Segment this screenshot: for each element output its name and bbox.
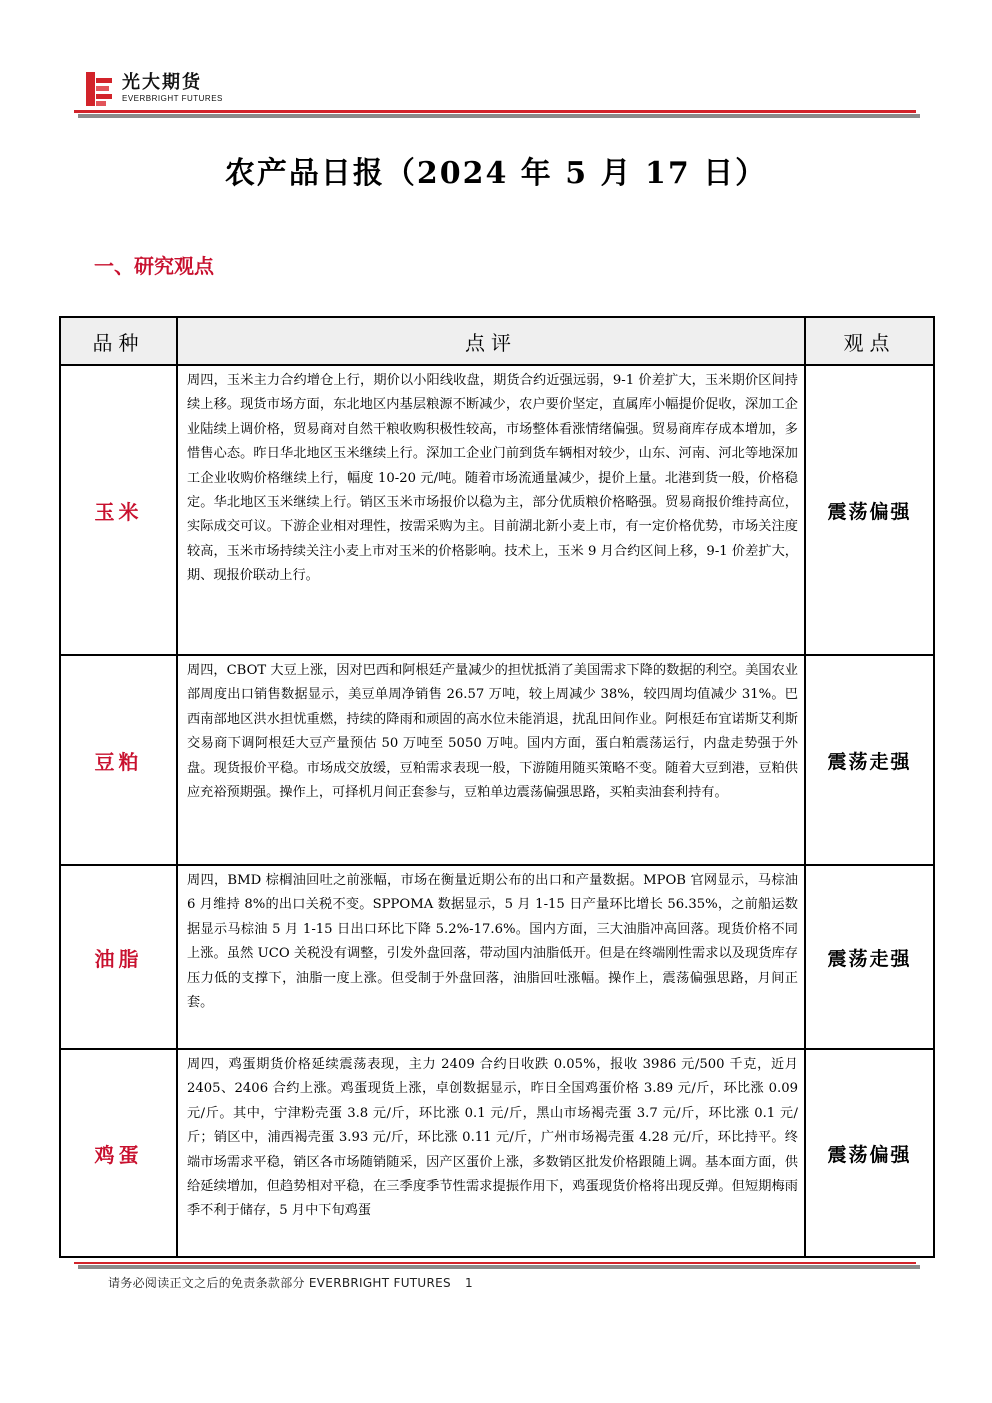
- page-number: 1: [464, 1276, 473, 1290]
- header-variety: 品种: [60, 317, 177, 365]
- footer: [108, 1274, 473, 1291]
- comment-cell: 周四，BMD 棕榈油回吐之前涨幅，市场在衡量近期公布的出口和产量数据。MPOB 官网显示，马棕油 6 月维持 8%的出口关税不变。SPPOMA 数据显示，5 月 1-15 日产量环比增长 56.35%，之前船运数据显示马棕油 5 月 1-15 日出口环比下降 5.2%-17.6%。国内方面，三大油脂冲高回落。现货价格不同上涨。虽然 UCO 关税没有调整，引发外盘回落，带动国内油脂低开。但是在终端刚性需求以及现货库存压力低的支撑下，油脂一度上涨。但受制于外盘回落，油脂回吐涨幅。操作上，震荡偏强思路，月间正套。: [177, 865, 805, 1049]
- table-row: [60, 365, 934, 655]
- view-cell: 震荡走强: [805, 865, 934, 1049]
- comment-text: 周四，鸡蛋期货价格延续震荡表现，主力 2409 合约日收跌 0.05%，报收 3986 元/500 千克，近月 2405、2406 合约上涨。鸡蛋现货上涨，卓创数据显示，昨日全国鸡蛋价格 3.89 元/斤，环比涨 0.09 元/斤。其中，宁津粉壳蛋 3.8 元/斤，环比涨 0.1 元/斤，黑山市场褐壳蛋 3.7 元/斤，环比涨 0.1 元/斤；销区中，浦西褐壳蛋 3.93 元/斤，环比涨 0.11 元/斤，广州市场褐壳蛋 4.28 元/斤，环比持平。终端市场需求平稳，销区各市场随销随采，因产区蛋价上涨，多数销区批发价格跟随上调。基本面方面，供给延续增加，但趋势相对平稳，在三季度季节性需求提振作用下，鸡蛋现货价格将出现反弹。但短期梅雨季不利于储存，5 月中下旬鸡蛋: [187, 1057, 798, 1219]
- footer-disclaimer: 请务必阅读正文之后的免责条款部分 EVERBRIGHT FUTURES: [108, 1276, 451, 1290]
- comment-cell: 周四，CBOT 大豆上涨，因对巴西和阿根廷产量减少的担忧抵消了美国需求下降的数据的利空。美国农业部周度出口销售数据显示，美豆单周净销售 26.57 万吨，较上周减少 38%，较四周均值减少 31%。巴西南部地区洪水担忧重燃，持续的降雨和顽固的高水位未能消退，扰乱田间作业。阿根廷布宜诺斯艾利斯交易商下调阿根廷大豆产量预估 50 万吨至 5050 万吨。国内方面，蛋白粕震荡运行，内盘走势强于外盘。现货报价平稳。市场成交放缓，豆粕需求表现一般，下游随用随买策略不变。随着大豆到港，豆粕供应充裕预期强。操作上，可择机月间正套参与，豆粕单边震荡偏强思路，买粕卖油套利持有。: [177, 655, 805, 865]
- review-table: [59, 316, 935, 1258]
- table-row: [60, 1049, 934, 1257]
- header-comment: 点评: [177, 317, 805, 365]
- variety-cell: 鸡蛋: [60, 1049, 177, 1257]
- footer-rule: [74, 1262, 916, 1264]
- comment-cell: [177, 1049, 805, 1257]
- header-view: 观点: [805, 317, 934, 365]
- table-row: [60, 865, 934, 1049]
- logo-en-text: EVERBRIGHT FUTURES: [122, 94, 223, 103]
- variety-cell: 油脂: [60, 865, 177, 1049]
- variety-cell: 豆粕: [60, 655, 177, 865]
- section-title: 一、研究观点: [94, 254, 214, 278]
- view-cell: 震荡偏强: [805, 1049, 934, 1257]
- logo-cn-text: 光大期货: [122, 72, 202, 93]
- comment-cell: 周四，玉米主力合约增仓上行，期价以小阳线收盘，期货合约近强远弱，9-1 价差扩大，玉米期价区间持续上移。现货市场方面，东北地区内基层粮源不断减少，农户要价坚定，直属库小幅提价促收，深加工企业陆续上调价格，贸易商对自然干粮收购积极性较高，市场整体看涨情绪偏强。贸易商库存成本增加，多惜售心态。昨日华北地区玉米继续上行。深加工企业门前到货车辆相对较少，山东、河南、河北等地深加工企业收购价格继续上行，幅度 10-20 元/吨。随着市场流通量减少，提价上量。北港到货一般，价格稳定。华北地区玉米继续上行。销区玉米市场报价以稳为主，部分优质粮价格略强。贸易商报价维持高位，实际成交可议。下游企业相对理性，按需采购为主。目前湖北新小麦上市，有一定价格优势，市场关注度较高，玉米市场持续关注小麦上市对玉米的价格影响。技术上，玉米 9 月合约区间上移，9-1 价差扩大，期、现报价联动上行。: [177, 365, 805, 655]
- table-row: [60, 655, 934, 865]
- footer-rule-shadow: [78, 1265, 920, 1269]
- header-rule: [74, 110, 916, 113]
- table-header-row: [60, 317, 934, 365]
- view-cell: 震荡走强: [805, 655, 934, 865]
- document-title: 农产品日报（2024 年 5 月 17 日）: [224, 156, 768, 191]
- company-logo: [86, 72, 223, 106]
- logo-mark-icon: [86, 72, 114, 106]
- variety-cell: 玉米: [60, 365, 177, 655]
- view-cell: 震荡偏强: [805, 365, 934, 655]
- header-rule-shadow: [78, 114, 920, 118]
